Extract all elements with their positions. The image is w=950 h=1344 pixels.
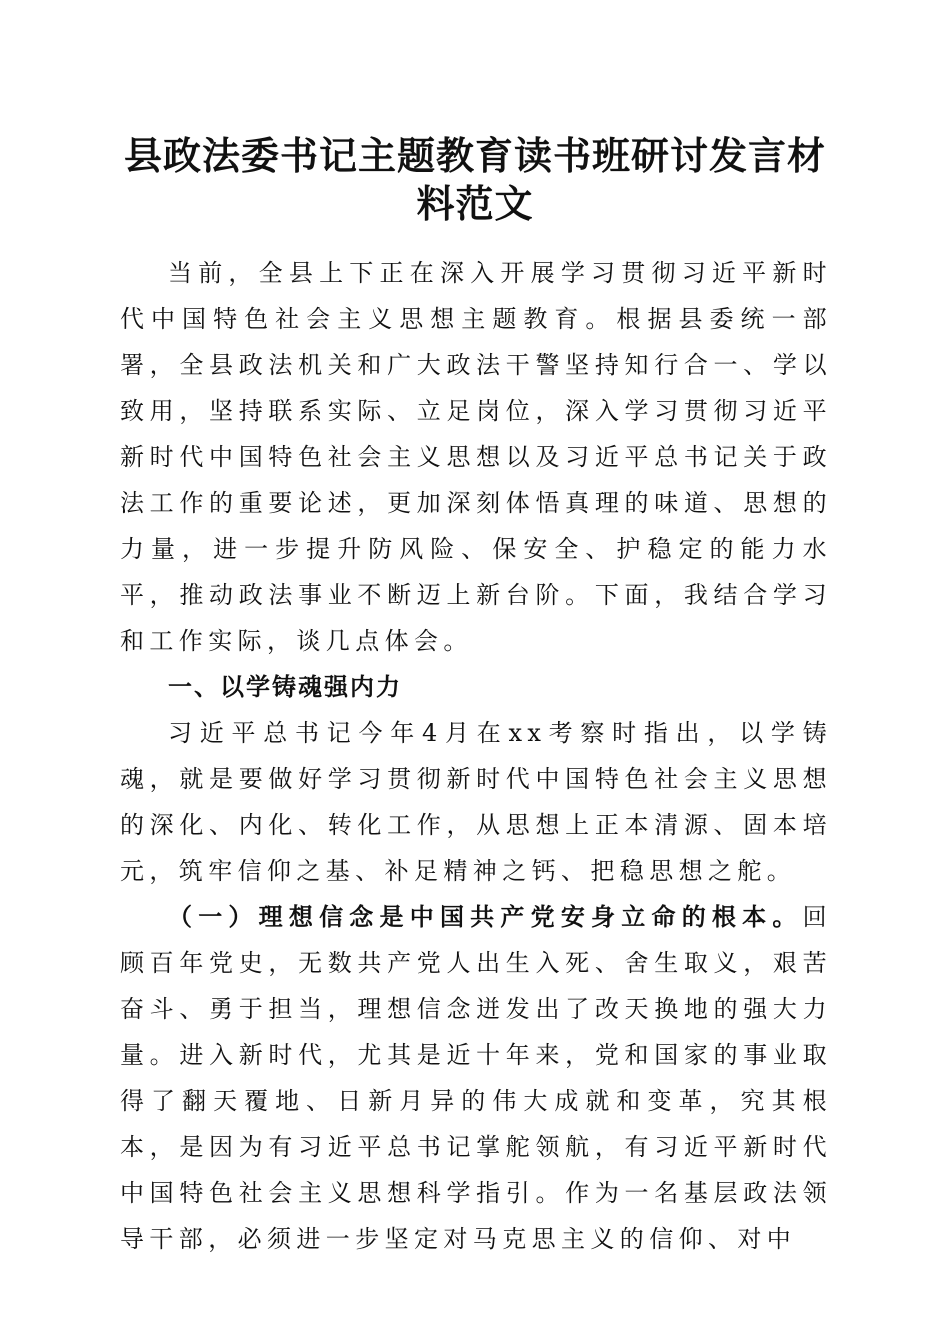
document-body (120, 250, 832, 1262)
intro-paragraph: 当前，全县上下正在深入开展学习贯彻习近平新时代中国特色社会主义思想主题教育。根据县委统一部署，全县政法机关和广大政法干警坚持知行合一、学以致用，坚持联系实际、立足岗位，深入学习贯彻习近平新时代中国特色社会主义思想以及习近平总书记关于政法工作的重要论述，更加深刻体悟真理的味道、思想的力量，进一步提升防风险、保安全、护稳定的能力水平，推动政法事业不断迈上新台阶。下面，我结合学习和工作实际，谈几点体会。 (120, 259, 832, 655)
subsection-lead: （一）理想信念是中国共产党安身立命的根本。 (168, 902, 803, 931)
section-paragraph: 习近平总书记今年4月在xx考察时指出，以学铸魂，就是要做好学习贯彻新时代中国特色社会主义思想的深化、内化、转化工作，从思想上正本清源、固本培元，筑牢信仰之基、补足精神之钙、把稳思想之舵。 (120, 719, 832, 885)
section-heading: 一、以学铸魂强内力 (168, 673, 402, 701)
subsection-text: 回顾百年党史，无数共产党人出生入死、舍生取义，艰苦奋斗、勇于担当，理想信念迸发出了改天换地的强大力量。进入新时代，尤其是近十年来，党和国家的事业取得了翻天覆地、日新月异的伟大成就和变革，究其根本，是因为有习近平总书记掌舵领航，有习近平新时代中国特色社会主义思想科学指引。作为一名基层政法领导干部，必须进一步坚定对马克思主义的信仰、对中 (120, 903, 832, 1253)
subsection-paragraph (120, 894, 832, 1262)
document-title: 县政法委书记主题教育读书班研讨发言材料范文 (123, 133, 826, 226)
